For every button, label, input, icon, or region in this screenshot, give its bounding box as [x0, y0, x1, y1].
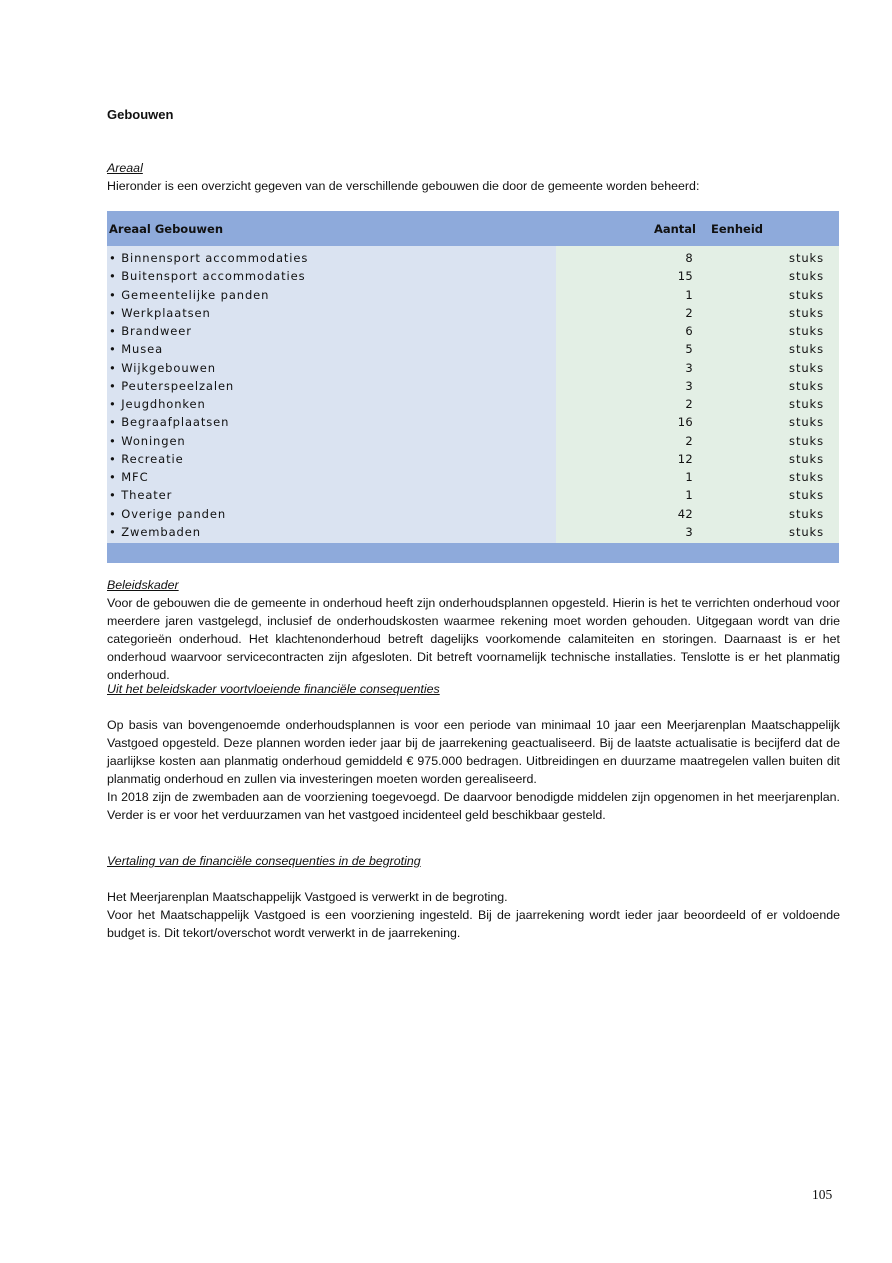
count-cell: 2: [685, 305, 693, 320]
table-header: [107, 211, 839, 246]
table-row: [556, 468, 839, 486]
table-row: [556, 523, 839, 541]
table-body: [107, 246, 839, 543]
count-cell: 3: [685, 360, 693, 375]
table-row: [556, 286, 839, 304]
table-row: [556, 432, 839, 450]
count-cell: 2: [685, 433, 693, 448]
unit-cell: stuks: [789, 342, 824, 357]
table-row-name: • Recreatie: [109, 451, 184, 466]
table-row-name: • Brandweer: [109, 324, 192, 339]
unit-cell: stuks: [789, 433, 824, 448]
count-cell: 8: [685, 251, 693, 266]
unit-cell: stuks: [789, 451, 824, 466]
table-row: [556, 322, 839, 340]
table-row-name: • Wijkgebouwen: [109, 360, 216, 375]
count-cell: 1: [685, 287, 693, 302]
beleidskader-section: [107, 576, 840, 684]
count-cell: 42: [677, 506, 693, 521]
unit-cell: stuks: [789, 397, 824, 412]
unit-cell: stuks: [789, 269, 824, 284]
financieel-paragraph-2: In 2018 zijn de zwembaden aan de voorziening toegevoegd. De daarvoor benodigde middelen zijn opgenomen in het meerjarenplan. Verder is er voor het verduurzamen van het vastgoed incidenteel geld beschikbaar gesteld.: [107, 790, 840, 822]
unit-cell: stuks: [789, 524, 824, 539]
table-row: [556, 505, 839, 523]
table-row: [556, 413, 839, 431]
header-count: Aantal: [653, 221, 696, 236]
unit-cell: stuks: [789, 287, 824, 302]
areaal-section: [107, 159, 840, 195]
table-row-name: • Zwembaden: [109, 524, 201, 539]
value-column: [556, 246, 839, 543]
vertaling-section: [107, 852, 840, 942]
table-row-name: • Overige panden: [109, 506, 227, 521]
vertaling-paragraph-1: Het Meerjarenplan Maatschappelijk Vastgoed is verwerkt in de begroting.: [107, 890, 508, 904]
page-title: Gebouwen: [107, 107, 174, 122]
unit-cell: stuks: [789, 378, 824, 393]
table-row-name: • Musea: [109, 342, 164, 357]
table-row: [556, 340, 839, 358]
count-cell: 1: [685, 488, 693, 503]
table-row: [556, 395, 839, 413]
table-row-name: • Woningen: [109, 433, 186, 448]
table-row-name: • Gemeentelijke panden: [109, 287, 270, 302]
count-cell: 5: [685, 342, 693, 357]
table-row: [556, 249, 839, 267]
beleidskader-text: Voor de gebouwen die de gemeente in onderhoud heeft zijn onderhoudsplannen opgesteld. Hierin is het te verrichten onderhoud voor meerdere jaren vastgelegd, inclusief de onderhoudskosten waarmee rekening moet worden gehouden. Uitgegaan wordt van drie categorieën onderhoud. Het klachtenonderhoud betreft dagelijks voorkomende calamiteiten en storingen. Daarnaast is er het onderhoud waarvoor servicecontracten zijn afgesloten. Dit betreft voornamelijk technische installaties. Tenslotte is er het planmatig onderhoud.: [107, 596, 840, 682]
count-cell: 16: [677, 415, 693, 430]
table-row-name: • Jeugdhonken: [109, 397, 206, 412]
header-unit: Eenheid: [711, 221, 764, 236]
table-row: [556, 377, 839, 395]
areaal-heading: Areaal: [107, 161, 143, 175]
table-row-name: • Buitensport accommodaties: [109, 269, 306, 284]
unit-cell: stuks: [789, 324, 824, 339]
unit-cell: stuks: [789, 506, 824, 521]
financieel-paragraph-1: Op basis van bovengenoemde onderhoudsplannen is voor een periode van minimaal 10 jaar een Meerjarenplan Maatschappelijk Vastgoed opgesteld. Deze plannen worden ieder jaar bij de jaarrekening geactualiseerd. Bij de laatste actualisatie is becijferd dat de jaarlijkse kosten aan planmatig onderhoud gemiddeld € 975.000 bedragen. Uitbreidingen en duurzame maatregelen vallen buiten dit planmatig onderhoud en zullen via investeringen moeten worden gerealiseerd.: [107, 718, 840, 786]
table-row-name: • MFC: [109, 470, 149, 485]
table-row-name: • Theater: [109, 488, 173, 503]
unit-cell: stuks: [789, 305, 824, 320]
table-row-name: • Werkplaatsen: [109, 305, 211, 320]
beleidskader-heading: Beleidskader: [107, 578, 179, 592]
table-row-name: • Binnensport accommodaties: [109, 251, 309, 266]
header-name: Areaal Gebouwen: [109, 221, 224, 236]
page-number: 105: [812, 1187, 833, 1202]
count-cell: 6: [685, 324, 693, 339]
table-row: [556, 486, 839, 504]
count-cell: 3: [685, 524, 693, 539]
table-row-name: • Begraafplaatsen: [109, 415, 230, 430]
unit-cell: stuks: [789, 415, 824, 430]
count-cell: 1: [685, 470, 693, 485]
table-row: [556, 304, 839, 322]
unit-cell: stuks: [789, 251, 824, 266]
vertaling-heading: Vertaling van de financiële consequenties in de begroting: [107, 854, 421, 868]
table-footer: [107, 543, 839, 563]
table-row-name: • Peuterspeelzalen: [109, 378, 235, 393]
unit-cell: stuks: [789, 360, 824, 375]
count-cell: 3: [685, 378, 693, 393]
areaal-table: [107, 211, 839, 563]
name-column: [107, 246, 556, 543]
unit-cell: stuks: [789, 488, 824, 503]
financieel-heading: Uit het beleidskader voortvloeiende financiële consequenties: [107, 682, 440, 696]
count-cell: 12: [677, 451, 693, 466]
areaal-intro: Hieronder is een overzicht gegeven van de verschillende gebouwen die door de gemeente worden beheerd:: [107, 179, 700, 193]
table-row: [556, 267, 839, 285]
unit-cell: stuks: [789, 470, 824, 485]
count-cell: 15: [677, 269, 693, 284]
vertaling-paragraph-2: Voor het Maatschappelijk Vastgoed is een voorziening ingesteld. Bij de jaarrekening wordt ieder jaar beoordeeld of er voldoende budget is. Dit tekort/overschot wordt verwerkt in de jaarrekening.: [107, 908, 840, 940]
table-row: [556, 359, 839, 377]
table-row: [556, 450, 839, 468]
count-cell: 2: [685, 397, 693, 412]
financieel-section: [107, 680, 840, 824]
